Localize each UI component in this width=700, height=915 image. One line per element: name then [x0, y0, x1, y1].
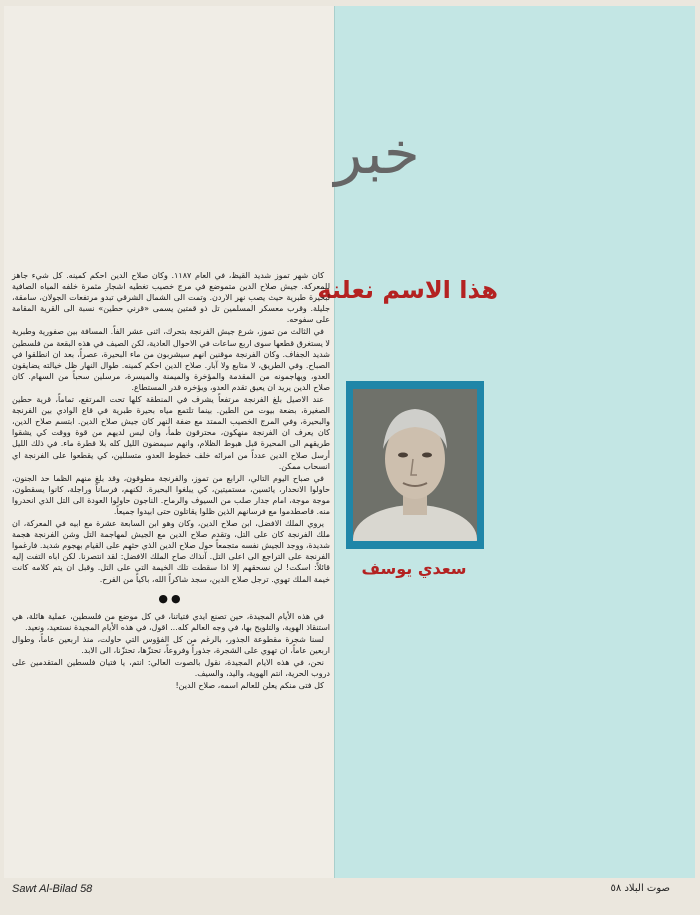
- article-body: [12, 270, 330, 692]
- paragraph: يروي الملك الافضل، ابن صلاح الدين، وكان وهو ابن السابعة عشرة مع ابيه في المعركة، ان ملك الفرنجة كان على التل، وتقدم صلاح الدين مع الجيش لمهاجمة التل وشن الفرنجة هجمة شديدة، ووجد الجيش نفسه متجمعاً حول صلاح الدين الذي حثهم على القيام بهجوم شديد. فارغموا الفرنجة على التراجع الى اعلى التل. آنذاك صاح الملك الافضل: لقد انتصرنا. لكن اباه التفت إليه قائلاً: اسكت! لن نسحقهم إلا اذا سقطت تلك الخيمة التي على التل. وقبل ان يتم كلامه كانت خيمة الملك تهوي. ترجل صلاح الدين، سجد شاكراً الله، باكياً من الفرح.: [12, 519, 330, 584]
- paragraph: في الثالث من تموز، شرع جيش الفرنجة بتحرك، اثنى عشر الفاً. المسافة بين صفورية وطبرية لا يستغرق قطعها سوى اربع ساعات في الاحوال العادية، لكن الصيف في هذه البقعة من فلسطين شديد الجفاف. وكان الفرنجة موقنين انهم سيشربون من ماء البحيرة، عصراً، بعد ان انطلقوا في الصباح. وفي الطريق، لا متابع ولا آبار. صلاح الدين احكم كمينه. طوال النهار ظل خيالته يضايقون العدو، ويهاجمونه من المقدمة والمؤخرة والميمنة والميسرة، مرسلين سحباً من السهام. كان صلاح الدين يريد ان يعيق تقدم العدو، ويؤخره قدر المستطاع.: [12, 327, 330, 392]
- paragraph: في هذه الأيام المجيدة، حين تصنع ايدي فتياتنا، في كل موضع من فلسطين، عملية هائلة، هي استنقاذ الهوية، والتلويح بها، في وجه العالم كله... اقول، في هذه الأيام المجيدة نستعيد، ونعيد.: [12, 611, 330, 632]
- section-separator: ●●: [158, 591, 184, 605]
- title-calligraphy: خبر: [334, 119, 420, 187]
- paragraph: كل فتى منكم يعلن للعالم اسمه، صلاح الدين!: [175, 681, 324, 691]
- author-portrait-icon: [353, 389, 477, 541]
- footer-page-label-arabic: صوت البلاد ٥٨: [610, 883, 670, 894]
- author-photo-frame: [346, 381, 484, 549]
- paragraph: لسنا شجرة مقطوعة الجذور، بالرغم من كل الفؤوس التي حاولت، منذ اربعين عاماً، وطوال اربعين عاماً، ان تهوي على الشجرة، جذوراً وفروعاً، تحتزّها، تحتزّنا، الى الابد.: [12, 634, 330, 655]
- article-headline: هذا الاسم نعلنه: [317, 276, 498, 304]
- footer-page-label-latin: Sawt Al-Bilad 58: [12, 883, 93, 895]
- author-name: سعدي يوسف: [361, 559, 467, 578]
- paragraph: في صباح اليوم التالي، الرابع من تموز، والفرنجة مطوقون، وقد بلغ منهم الظما حد الجنون، حاولوا الانحدار، يائسين، مستميتين، كي يبلغوا البحيرة. لكنهم، فرساناً وراجلة، كانوا يسقطون، موجة موجة، امام جدار صلب من السيوف والرماح. الناجون حاولوا العودة الى التل الذي انحدروا منه. فاصطدموا مع فرسانهم الذين ظلوا يقاتلون حتى ابيدوا جميعاً.: [12, 473, 330, 516]
- paragraph: عند الاصيل بلغ الفرنجة مرتفعاً يشرف في المنطقة كلها تحت المرتفع، تماماً، قرية حطين الصغيرة، بضعة بيوت من الطين. بينما تلتمع مياه بحيرة طبرية في قاع الوادي بين الفرنجة والبحيرة، وفي المرج الخصيب الممتد مع ضفة النهر كان جيش صلاح الدين. ابتسم صلاح الدين، كان يعرف ان الفرنجة منهكون، محترقون ظمأ، وان ليس لديهم من قوة ووقت كي يشقوا طريقهم الى المحيرة قبل هبوط الظلام، وانهم سيمضون الليل كله بلا قطرة ماء. في ذلك الليل أرسل صلاح الدين عدداً من امرائه خلف خطوط العدو، متسللين، كي يقطعوا على الفرنجة اي انسحاب ممكن.: [12, 395, 330, 471]
- paragraph: كان شهر تموز شديد القيظ، في العام ١١٨٧. وكان صلاح الدين احكم كمينه. كل شيء جاهز للمعركة. جيش صلاح الدين متموضع في مرج خصيب تغطيه اشجار مثمرة خلفه المياه الصافية لبحيرة طبرية حيث يصب نهر الاردن. وتمت الى الشمال الشرقي تبدو مرتفعات الجولان، سامقة، جليلة. وقرب معسكر المسلمين تل ذو قمتين يسمى «قرني حطين» نسبة الى القرية المقامة على سفوحه.: [12, 271, 330, 325]
- paragraph: نحن، في هذه الايام المجيدة، نقول بالصوت العالي: انتم، يا فتيان فلسطين المتقدمين على دروب الحرية، انتم الهوية، واليد، والسيف.: [12, 658, 330, 679]
